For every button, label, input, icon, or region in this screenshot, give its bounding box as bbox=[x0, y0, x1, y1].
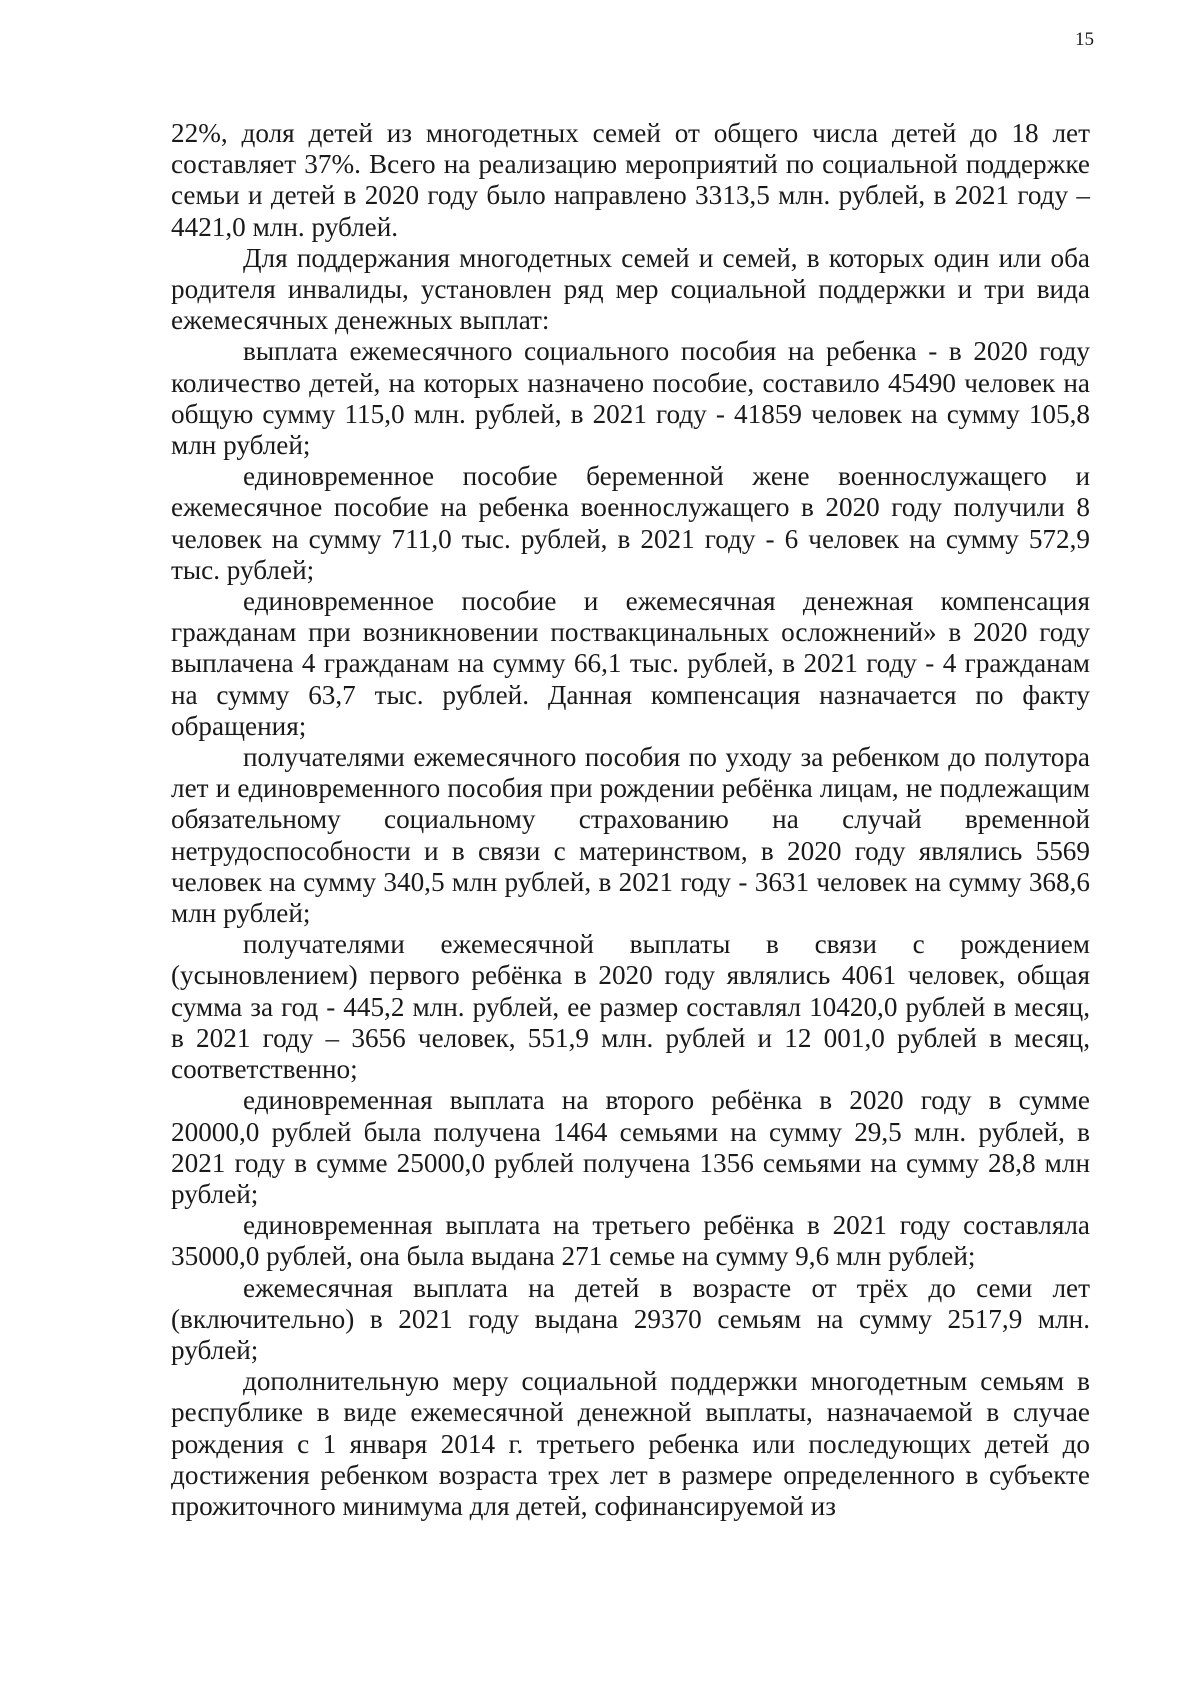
document-body bbox=[171, 118, 1090, 1522]
paragraph-three-to-seven-payment: ежемесячная выплата на детей в возрасте от трёх до семи лет (включительно) в 2021 году выдана 29370 семьям на сумму 2517,9 млн. рублей; bbox=[171, 1272, 1090, 1365]
paragraph-continuation: 22%, доля детей из многодетных семей от общего числа детей до 18 лет составляет 37%. Всего на реализацию мероприятий по социальной поддержке семьи и детей в 2020 году было направлено 3313,5 млн. рублей, в 2021 году – 4421,0 млн. рублей. bbox=[171, 118, 1090, 242]
paragraph-military-allowance: единовременное пособие беременной жене военнослужащего и ежемесячное пособие на ребенка военнослужащего в 2020 году получили 8 человек на сумму 711,0 тыс. рублей, в 2021 году - 6 человек на сумму 572,9 тыс. рублей; bbox=[171, 461, 1090, 585]
page-number: 15 bbox=[1075, 29, 1094, 50]
paragraph-third-child-payment: единовременная выплата на третьего ребёнка в 2021 году составляла 35000,0 рублей, она была выдана 271 семье на сумму 9,6 млн рублей; bbox=[171, 1210, 1090, 1272]
paragraph-childcare-allowance: получателями ежемесячного пособия по уходу за ребенком до полутора лет и единовременного пособия при рождении ребёнка лицам, не подлежащим обязательному социальному страхованию на случай временной нетрудоспособности и в связи с материнством, в 2020 году являлись 5569 человек на сумму 340,5 млн рублей, в 2021 году - 3631 человек на сумму 368,6 млн рублей; bbox=[171, 742, 1090, 929]
paragraph-vaccination-compensation: единовременное пособие и ежемесячная денежная компенсация гражданам при возникновении поствакцинальных осложнений» в 2020 году выплачена 4 гражданам на сумму 66,1 тыс. рублей, в 2021 году - 4 гражданам на сумму 63,7 тыс. рублей. Данная компенсация назначается по факту обращения; bbox=[171, 586, 1090, 741]
paragraph-support-measures: Для поддержания многодетных семей и семей, в которых один или оба родителя инвалиды, установлен ряд мер социальной поддержки и три вида ежемесячных денежных выплат: bbox=[171, 242, 1090, 336]
paragraph-first-child-payment: получателями ежемесячной выплаты в связи с рождением (усыновлением) первого ребёнка в 2020 году являлись 4061 человек, общая сумма за год - 445,2 млн. рублей, ее размер составлял 10420,0 рублей в месяц, в 2021 году – 3656 человек, 551,9 млн. рублей и 12 001,0 рублей в месяц, соответственно; bbox=[171, 929, 1090, 1085]
paragraph-second-child-payment: единовременная выплата на второго ребёнка в 2020 году в сумме 20000,0 рублей была получена 1464 семьями на сумму 29,5 млн. рублей, в 2021 году в сумме 25000,0 рублей получена 1356 семьями на сумму 28,8 млн рублей; bbox=[171, 1085, 1090, 1209]
paragraph-child-allowance: выплата ежемесячного социального пособия на ребенка - в 2020 году количество детей, на которых назначено пособие, составило 45490 человек на общую сумму 115,0 млн. рублей, в 2021 году - 41859 человек на сумму 105,8 млн рублей; bbox=[171, 336, 1090, 461]
paragraph-large-family-payment: дополнительную меру социальной поддержки многодетным семьям в республике в виде ежемесячной денежной выплаты, назначаемой в случае рождения с 1 января 2014 г. третьего ребенка или последующих детей до достижения ребенком возраста трех лет в размере определенного в субъекте прожиточного минимума для детей, софинансируемой из bbox=[171, 1366, 1090, 1521]
